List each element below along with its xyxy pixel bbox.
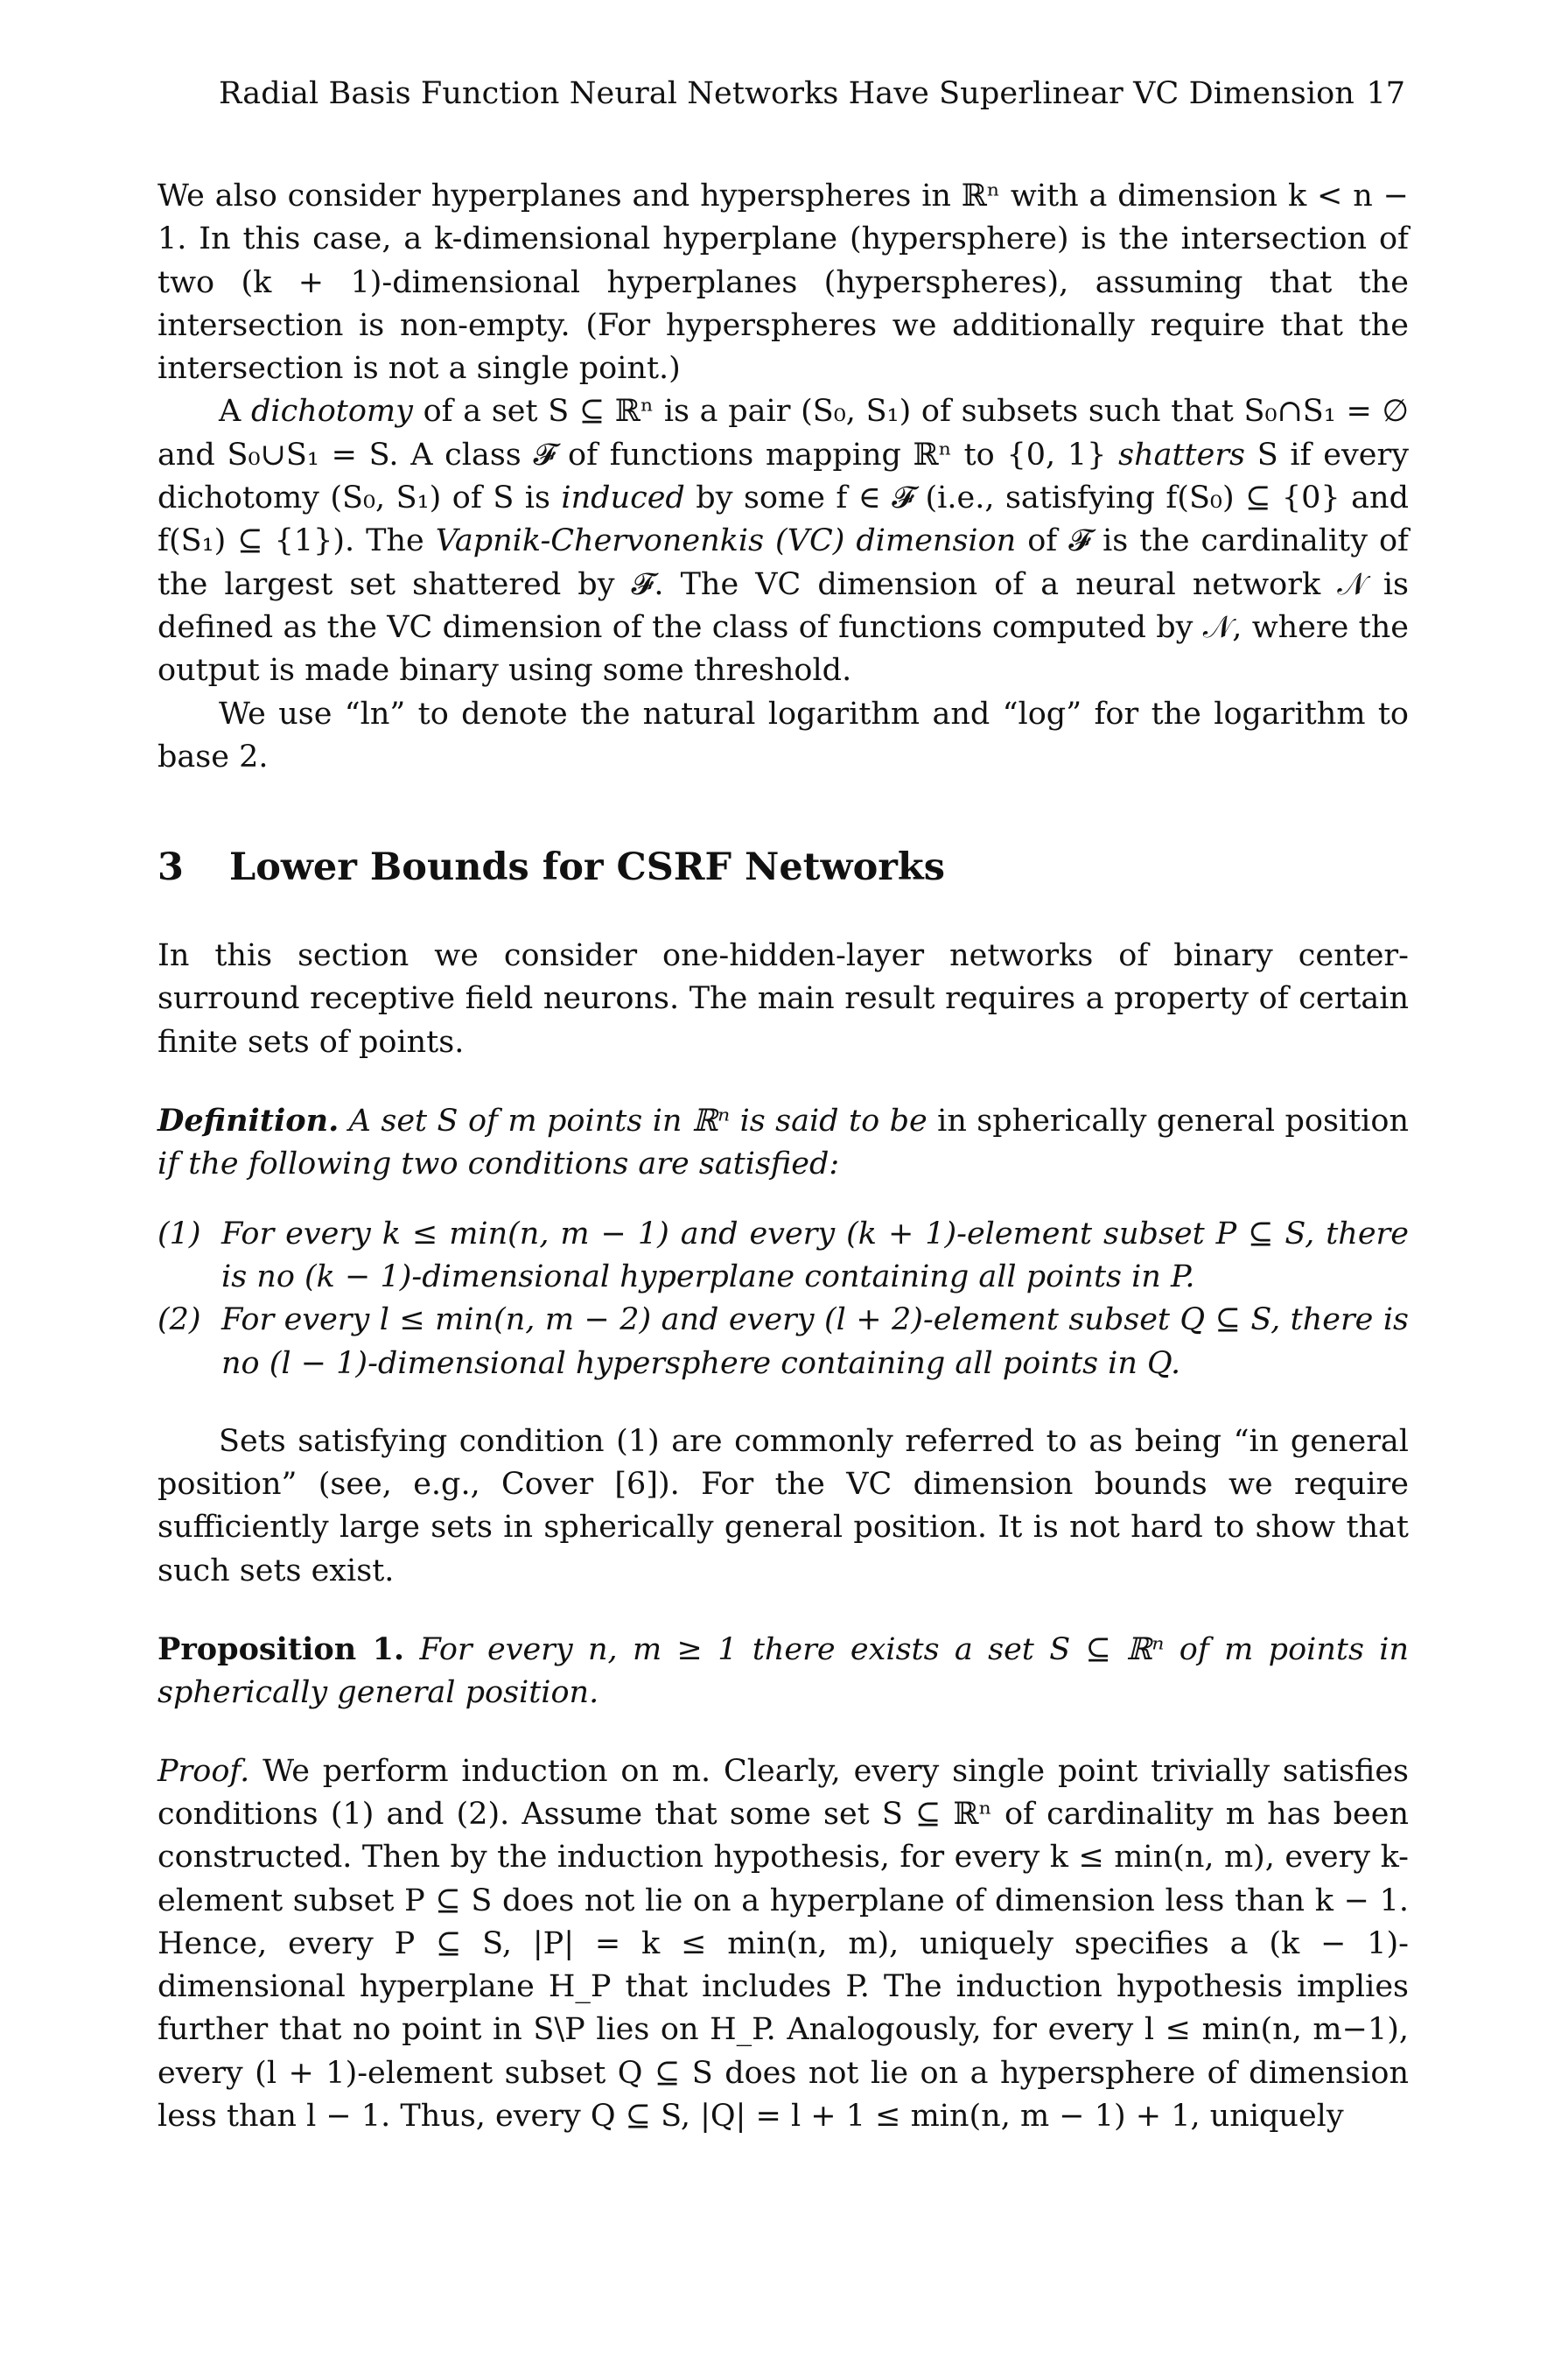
section-title: Lower Bounds for CSRF Networks [229, 845, 945, 890]
condition-text: For every l ≤ min(n, m − 2) and every (l + 2)-element subset Q ⊆ S, there is no (l − 1)-dimensional hypersphere containing all points in Q. [221, 1302, 1409, 1381]
paragraph-logarithm: We use “ln” to denote the natural logarithm and “log” for the logarithm to base 2. [158, 696, 1409, 775]
term-dichotomy: dichotomy [250, 394, 413, 430]
section-intro: In this section we consider one-hidden-layer networks of binary center-surround receptive field neurons. The main result requires a property of certain finite sets of points. [158, 938, 1409, 1060]
condition-text: For every k ≤ min(n, m − 1) and every (k + 1)-element subset P ⊆ S, there is no (k − 1)-dimensional hyperplane containing all points in P. [221, 1216, 1409, 1294]
page-number: 17 [1366, 76, 1405, 111]
definition-text-b: if the following two conditions are satisfied: [158, 1146, 840, 1182]
paragraph-general-position: Sets satisfying condition (1) are commonly referred to as being “in general position” (see, e.g., Cover [6]). For the VC dimension bounds we require sufficiently large sets in spherically general position. It is not hard to show that such sets exist. [158, 1423, 1409, 1588]
proof-block [158, 1750, 1409, 2139]
paragraph-hyperplanes: We also consider hyperplanes and hyperspheres in ℝⁿ with a dimension k < n − 1. In this case, a k-dimensional hyperplane (hypersphere) is the intersection of two (k + 1)-dimensional hyperplanes (hyperspheres), assuming that the intersection is non-empty. (For hyperspheres we additionally require that the intersection is not a single point.) [158, 179, 1409, 387]
proposition-block [158, 1628, 1409, 1715]
dichotomy-text-e: of 𝓕 is the cardinality of the largest set shattered by 𝓕. The VC dimension of a neural network 𝒩 is defined as the VC dimension of the class of functions computed by 𝒩, where the output is made binary using some threshold. [158, 523, 1409, 689]
definition-text-a: A set S of m points in ℝⁿ is said to be [339, 1104, 938, 1139]
definition-label: Definition. [158, 1103, 340, 1139]
running-head [219, 67, 1409, 121]
term-vc-dimension: Vapnik-Chervonenkis (VC) dimension [435, 523, 1017, 559]
proposition-label: Proposition 1. [158, 1631, 405, 1668]
term-shatters: shatters [1118, 437, 1246, 473]
running-head-title: Radial Basis Function Neural Networks Have Superlinear VC Dimension [219, 76, 1354, 111]
definition-term: in spherically general position [937, 1104, 1409, 1139]
proof-label: Proof. [158, 1753, 250, 1789]
proof-text: We perform induction on m. Clearly, every single point trivially satisfies conditions (1) and (2). Assume that some set S ⊆ ℝⁿ of cardinality m has been constructed. Then by the induction hypothesis, for every k ≤ min(n, m), every k-element subset P ⊆ S does not lie on a hyperplane of dimension less than k − 1. Hence, every P ⊆ S, |P| = k ≤ min(n, m), uniquely specifies a (k − 1)-dimensional hyperplane H_P that includes P. The induction hypothesis implies further that no point in S\P lies on H_P. Analogously, for every l ≤ min(n, m−1), every (l + 1)-element subset Q ⊆ S does not lie on a hypersphere of dimension less than l − 1. Thus, every Q ⊆ S, |Q| = l + 1 ≤ min(n, m − 1) + 1, uniquely [158, 1753, 1409, 2134]
paper-page [158, 67, 1409, 2138]
condition-item [158, 1299, 1409, 1385]
section-heading [158, 840, 1409, 894]
dichotomy-text-c: S if every dichotomy (S₀, S₁) of S is [158, 437, 1409, 516]
condition-label: (1) [158, 1216, 201, 1252]
term-induced: induced [561, 480, 685, 516]
condition-list [158, 1213, 1409, 1385]
condition-item [158, 1213, 1409, 1300]
definition-block [158, 1099, 1409, 1385]
dichotomy-text-b: of a set S ⊆ ℝⁿ is a pair (S₀, S₁) of subsets such that S₀∩S₁ = ∅ and S₀∪S₁ = S. A class 𝓕 of functions mapping ℝⁿ to {0, 1} [158, 394, 1409, 473]
section-number: 3 [158, 845, 184, 890]
condition-label: (2) [158, 1302, 201, 1338]
dichotomy-text-d: by some f ∈ 𝓕 (i.e., satisfying f(S₀) ⊆ {0} and f(S₁) ⊆ {1}). The [158, 480, 1409, 559]
dichotomy-text-a: A [219, 394, 251, 430]
proposition-text: For every n, m ≥ 1 there exists a set S ⊆ ℝⁿ of m points in spherically general position. [158, 1632, 1409, 1711]
definition-statement [158, 1099, 1409, 1187]
paragraph-dichotomy [158, 390, 1409, 692]
